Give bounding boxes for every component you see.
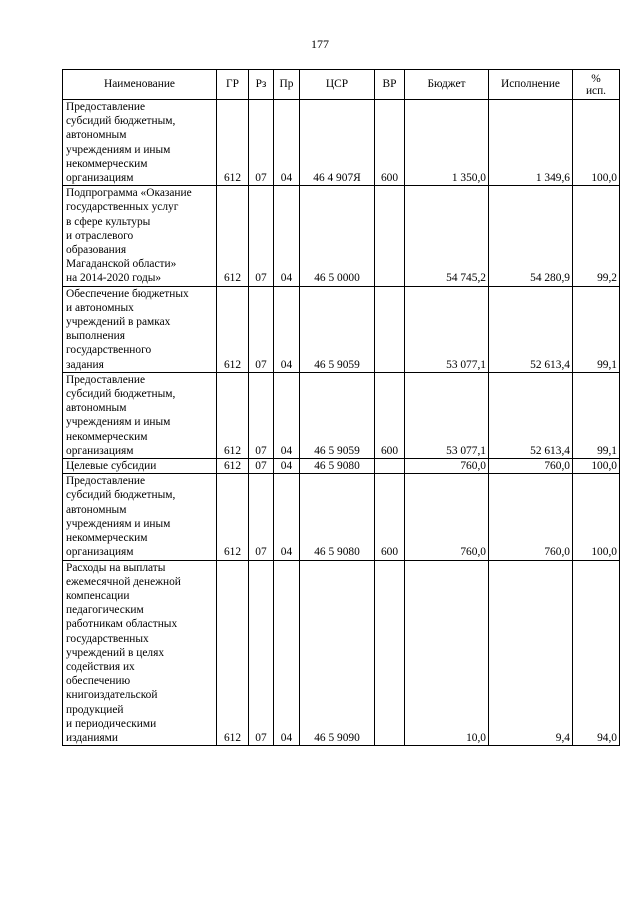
cell-execution: 9,4: [489, 560, 573, 746]
cell-budget: 53 077,1: [405, 372, 489, 458]
cell-name-line: организациям: [66, 546, 134, 559]
cell-pr: 04: [274, 560, 300, 746]
header-gr: ГР: [217, 70, 249, 100]
cell-execution: 760,0: [489, 474, 573, 560]
cell-name-line: обеспечению: [66, 675, 131, 688]
cell-pr: 04: [274, 459, 300, 474]
table-row: [63, 560, 620, 746]
header-execution: Исполнение: [489, 70, 573, 100]
cell-gr: 612: [217, 474, 249, 560]
cell-vr: [375, 560, 405, 746]
cell-name-line: организациям: [66, 172, 134, 185]
cell-name-line: некоммерческим: [66, 157, 148, 170]
cell-rz: 07: [249, 100, 274, 186]
cell-name-line: образования: [66, 244, 127, 257]
table-row: [63, 286, 620, 372]
header-csr: ЦСР: [300, 70, 375, 100]
cell-name-line: учреждений в рамках: [66, 316, 171, 329]
cell-gr: 612: [217, 100, 249, 186]
cell-budget: 760,0: [405, 474, 489, 560]
cell-name-line: некоммерческим: [66, 532, 148, 545]
cell-name: [63, 100, 217, 186]
header-budget: Бюджет: [405, 70, 489, 100]
cell-name-line: и периодическими: [66, 717, 157, 730]
cell-pr: 04: [274, 474, 300, 560]
header-vr: ВР: [375, 70, 405, 100]
cell-vr: 600: [375, 372, 405, 458]
cell-percent: 99,2: [573, 186, 620, 286]
cell-execution: 760,0: [489, 459, 573, 474]
cell-name-line: автономным: [66, 129, 127, 142]
cell-execution: 52 613,4: [489, 372, 573, 458]
cell-name-line: субсидий бюджетным,: [66, 115, 176, 128]
cell-execution: 52 613,4: [489, 286, 573, 372]
cell-name-line: учреждениям и иным: [66, 517, 171, 530]
cell-csr: 46 5 0000: [300, 186, 375, 286]
cell-csr: 46 4 907Я: [300, 100, 375, 186]
header-pr: Пр: [274, 70, 300, 100]
cell-name-line: работникам областных: [66, 618, 178, 631]
cell-name-line: в сфере культуры: [66, 215, 151, 228]
cell-pr: 04: [274, 286, 300, 372]
cell-csr: 46 5 9080: [300, 474, 375, 560]
cell-name-line: государственного: [66, 344, 152, 357]
cell-percent: 99,1: [573, 372, 620, 458]
cell-rz: 07: [249, 474, 274, 560]
cell-vr: [375, 286, 405, 372]
cell-name-line: учреждениям и иным: [66, 143, 171, 156]
cell-pr: 04: [274, 186, 300, 286]
header-percent: [573, 70, 620, 100]
cell-vr: [375, 186, 405, 286]
cell-name-line: субсидий бюджетным,: [66, 489, 176, 502]
cell-percent: 99,1: [573, 286, 620, 372]
cell-execution: 1 349,6: [489, 100, 573, 186]
table-row: [63, 459, 620, 474]
header-percent-symbol: %: [591, 72, 601, 85]
cell-name-line: организациям: [66, 444, 134, 457]
cell-name-line: Магаданской области»: [66, 258, 177, 271]
table-row: [63, 100, 620, 186]
cell-name-line: изданиями: [66, 731, 118, 744]
cell-percent: 100,0: [573, 100, 620, 186]
cell-csr: 46 5 9080: [300, 459, 375, 474]
cell-gr: 612: [217, 286, 249, 372]
cell-name-line: субсидий бюджетным,: [66, 388, 176, 401]
cell-budget: 53 077,1: [405, 286, 489, 372]
cell-vr: 600: [375, 100, 405, 186]
cell-pr: 04: [274, 100, 300, 186]
cell-name: [63, 474, 217, 560]
cell-execution: 54 280,9: [489, 186, 573, 286]
cell-name-line: содействия их: [66, 660, 135, 673]
cell-csr: 46 5 9090: [300, 560, 375, 746]
cell-name-line: ежемесячной денежной: [66, 575, 181, 588]
cell-budget: 760,0: [405, 459, 489, 474]
cell-name-line: Предоставление: [66, 101, 146, 113]
cell-name-line: автономным: [66, 402, 127, 415]
cell-name-line: выполнения: [66, 330, 125, 343]
cell-name-line: Расходы на выплаты: [66, 561, 166, 574]
cell-name-line: Предоставление: [66, 475, 146, 488]
cell-name-line: задания: [66, 358, 104, 371]
cell-name-line: государственных: [66, 632, 149, 645]
budget-execution-table: [62, 69, 620, 746]
cell-name: [63, 286, 217, 372]
cell-name-line: Целевые субсидии: [66, 460, 157, 473]
cell-name-line: продукцией: [66, 703, 124, 716]
cell-name: [63, 372, 217, 458]
cell-name-line: Подпрограмма «Оказание: [66, 187, 192, 200]
cell-name: [63, 186, 217, 286]
page-number: 177: [311, 37, 329, 51]
cell-name-line: учреждениям и иным: [66, 416, 171, 429]
table-row: [63, 372, 620, 458]
cell-name-line: учреждений в целях: [66, 646, 165, 659]
cell-budget: 1 350,0: [405, 100, 489, 186]
cell-csr: 46 5 9059: [300, 286, 375, 372]
cell-name-line: некоммерческим: [66, 430, 148, 443]
cell-name-line: Обеспечение бюджетных: [66, 287, 189, 300]
cell-csr: 46 5 9059: [300, 372, 375, 458]
cell-name: [63, 459, 217, 474]
cell-rz: 07: [249, 372, 274, 458]
cell-percent: 100,0: [573, 459, 620, 474]
cell-name-line: и автономных: [66, 301, 134, 314]
cell-gr: 612: [217, 459, 249, 474]
cell-name-line: государственных услуг: [66, 201, 179, 214]
cell-name-line: Предоставление: [66, 373, 146, 386]
cell-gr: 612: [217, 372, 249, 458]
cell-rz: 07: [249, 286, 274, 372]
cell-budget: 10,0: [405, 560, 489, 746]
cell-budget: 54 745,2: [405, 186, 489, 286]
cell-rz: 07: [249, 560, 274, 746]
cell-vr: 600: [375, 474, 405, 560]
cell-vr: [375, 459, 405, 474]
cell-gr: 612: [217, 560, 249, 746]
table-row: [63, 186, 620, 286]
cell-percent: 100,0: [573, 474, 620, 560]
cell-name-line: компенсации: [66, 589, 130, 602]
cell-name-line: автономным: [66, 503, 127, 516]
cell-gr: 612: [217, 186, 249, 286]
header-rz: Рз: [249, 70, 274, 100]
header-percent-label: исп.: [585, 84, 607, 97]
cell-name-line: книгоиздательской: [66, 689, 158, 702]
cell-rz: 07: [249, 186, 274, 286]
table-header-row: [63, 70, 620, 100]
cell-name-line: и отраслевого: [66, 229, 134, 242]
cell-rz: 07: [249, 459, 274, 474]
table-row: [63, 474, 620, 560]
cell-name-line: на 2014-2020 годы»: [66, 272, 162, 285]
cell-name: [63, 560, 217, 746]
cell-name-line: педагогическим: [66, 604, 144, 617]
header-name: Наименование: [63, 70, 217, 100]
cell-pr: 04: [274, 372, 300, 458]
cell-percent: 94,0: [573, 560, 620, 746]
